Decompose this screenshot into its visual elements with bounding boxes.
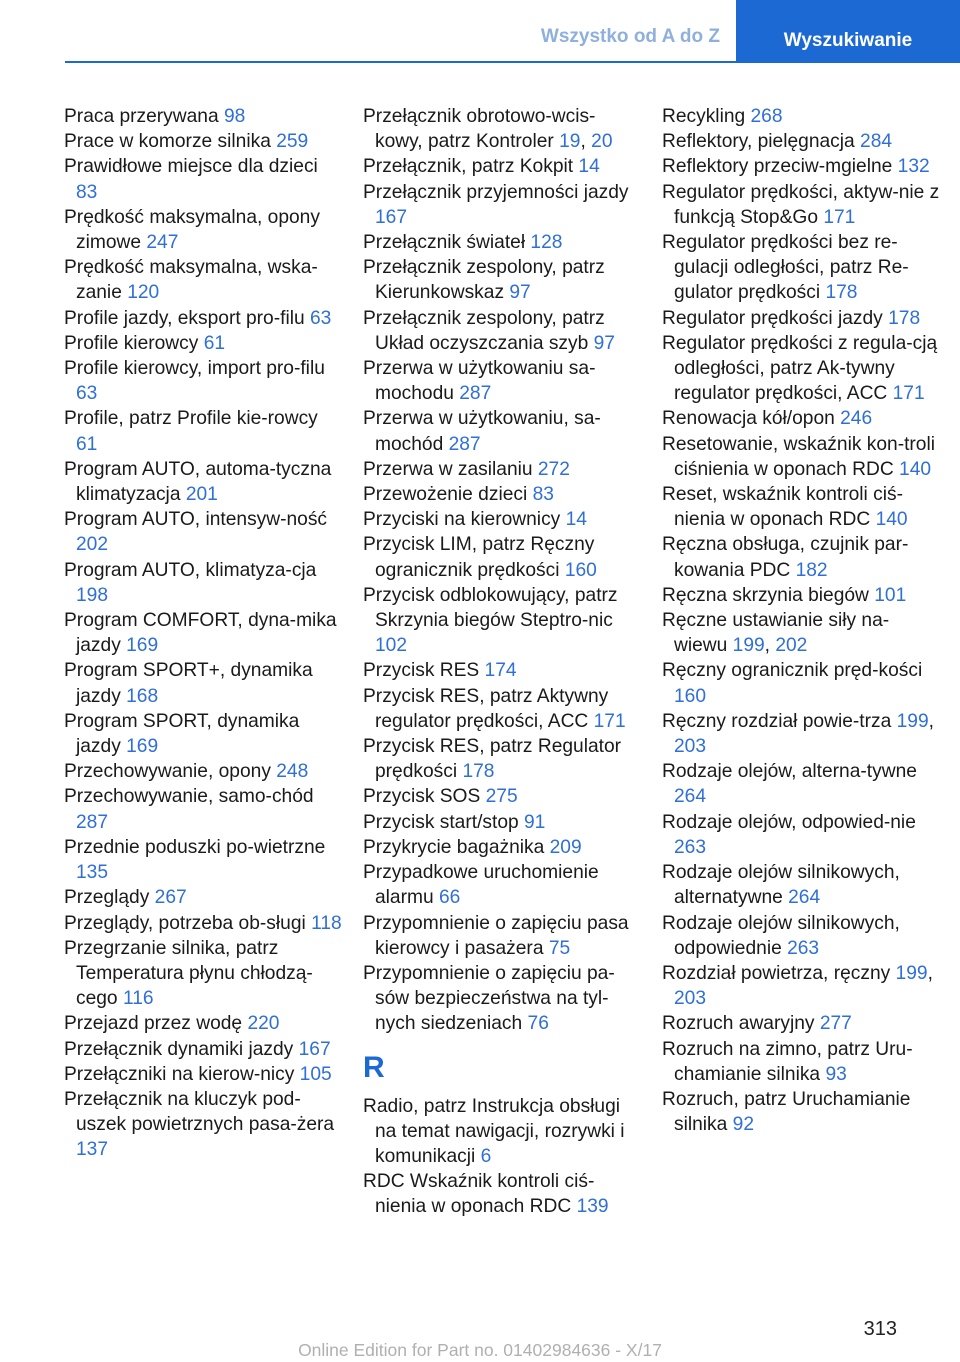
index-entry: [64, 129, 342, 154]
index-entry-term: Program AUTO, automa‐tyczna klimatyzacja: [64, 458, 332, 506]
index-entry-term: Profile, patrz Profile kie‐rowcy: [64, 408, 318, 430]
index-entry: [64, 885, 342, 910]
page-link[interactable]: 178: [462, 761, 495, 783]
page-link[interactable]: 135: [76, 862, 109, 884]
index-entry-term: Profile kierowcy, import pro‐filu: [64, 358, 325, 380]
index-entry: [363, 860, 641, 910]
page-link[interactable]: 14: [565, 509, 587, 531]
index-column-3: [662, 104, 940, 1137]
index-entry-term: Prędkość maksymalna, opony zimowe: [64, 206, 320, 254]
page-link[interactable]: 178: [888, 307, 921, 329]
page-link[interactable]: 83: [532, 484, 554, 506]
index-entry: [363, 154, 641, 179]
index-entry: [64, 104, 342, 129]
index-entry-term: Przewożenie dzieci: [363, 484, 533, 506]
index-entry-term: Przełącznik zespolony, patrz Układ oczyszczania szyb: [363, 307, 605, 354]
index-entry-term: Przełącznik przyjemności jazdy: [363, 181, 629, 203]
index-entry: [662, 432, 940, 482]
index-entry: [64, 709, 342, 759]
index-entry-term: Rozruch, patrz Uruchamianie silnika: [662, 1088, 911, 1136]
page-link[interactable]: 168: [126, 685, 159, 707]
page-link[interactable]: 91: [524, 811, 546, 833]
page-link[interactable]: 19: [559, 131, 581, 153]
index-entry-term: Program SPORT+, dynamika jazdy: [64, 660, 313, 707]
index-entry: [363, 835, 641, 860]
page-link[interactable]: 98: [223, 106, 246, 127]
index-entry-term: Przełącznik na kluczyk pod‐uszek powietrznych pasa‐żera: [64, 1088, 335, 1136]
index-entry-term: Ręczna skrzynia biegów: [662, 584, 875, 606]
index-entry: [662, 1087, 940, 1137]
index-entry: [363, 784, 641, 809]
index-entry: [64, 759, 342, 784]
page-link[interactable]: 203: [674, 988, 707, 1010]
page-link[interactable]: 201: [185, 484, 218, 506]
page-link[interactable]: 97: [593, 332, 615, 354]
index-column-2: [363, 104, 641, 1220]
index-entry: [662, 532, 940, 582]
page-link[interactable]: 259: [276, 131, 309, 153]
page-link[interactable]: 102: [375, 635, 408, 657]
index-entry-term: Przycisk odblokowujący, patrz Skrzynia biegów Steptro‐nic: [363, 584, 618, 632]
index-entry: [363, 1169, 641, 1219]
index-entry-term: Przycisk LIM, patrz Ręczny ogranicznik prędkości: [363, 534, 595, 581]
index-entry: [363, 532, 641, 582]
index-entry: [662, 180, 940, 230]
index-entry: [64, 784, 342, 834]
page-link[interactable]: 118: [311, 912, 342, 934]
index-entry: [662, 129, 940, 154]
page-link[interactable]: 92: [732, 1114, 754, 1136]
page-link[interactable]: 116: [122, 988, 154, 1010]
index-entry: [64, 911, 342, 936]
page-link[interactable]: 203: [674, 736, 707, 758]
index-entry-term: Profile kierowcy: [64, 332, 204, 354]
page-link[interactable]: 174: [484, 660, 517, 682]
index-entry: [363, 180, 641, 230]
page-link[interactable]: 61: [203, 332, 226, 354]
index-entry-term: Program AUTO, klimatyza‐cja: [64, 559, 317, 581]
index-entry: [363, 507, 641, 532]
index-entry-term: RDC Wskaźnik kontroli ciś‐nienia w oponach RDC: [363, 1171, 595, 1218]
index-entry: [64, 331, 342, 356]
index-entry-term: Reset, wskaźnik kontroli ciś‐nienia w oponach RDC: [662, 484, 903, 531]
index-entry: [64, 507, 342, 557]
index-entry: [64, 306, 342, 331]
page-link[interactable]: 182: [795, 559, 828, 581]
index-entry: [64, 835, 342, 885]
index-entry-term: Reflektory przeciw‐mgielne: [662, 156, 898, 178]
page-number: 313: [863, 1318, 897, 1340]
index-entry: [662, 1037, 940, 1087]
index-entry-term: Regulator prędkości z regula‐cją odległości, patrz Ak‐tywny regulator prędkości, ACC: [662, 332, 938, 405]
index-entry: [363, 961, 641, 1037]
page-separator: ,: [927, 962, 933, 984]
index-entry: [64, 1037, 342, 1062]
page-link[interactable]: 263: [787, 937, 820, 959]
index-entry: [662, 608, 940, 658]
page-link[interactable]: 268: [750, 106, 783, 127]
page-link[interactable]: 178: [825, 282, 858, 304]
page-separator: ,: [928, 710, 934, 732]
page-link[interactable]: 169: [126, 736, 159, 758]
index-entry: [64, 558, 342, 608]
index-entry: [64, 608, 342, 658]
page-link[interactable]: 202: [775, 635, 808, 657]
index-entry-term: Prędkość maksymalna, wska‐zanie: [64, 257, 318, 304]
page-link[interactable]: 93: [825, 1063, 847, 1085]
index-entry-term: Resetowanie, wskaźnik kon‐troli ciśnienia w oponach RDC: [662, 433, 936, 480]
index-entry: [662, 1011, 940, 1036]
page-link[interactable]: 97: [509, 282, 531, 304]
index-column-1: [64, 104, 342, 1163]
index-entry: [662, 306, 940, 331]
index-entry: [64, 205, 342, 255]
index-entry: [363, 255, 641, 305]
page-link[interactable]: 264: [788, 887, 821, 909]
index-entry-term: Regulator prędkości jazdy: [662, 307, 889, 329]
index-entry-term: Przerwa w użytkowaniu, sa‐mochód: [363, 408, 601, 455]
index-entry: [64, 1062, 342, 1087]
index-entry-term: Praca przerywana: [64, 106, 224, 127]
index-entry: [363, 810, 641, 835]
page-link[interactable]: 169: [126, 635, 159, 657]
index-entry-term: Regulator prędkości, aktyw‐nie z funkcją Stop&Go: [662, 181, 940, 228]
index-entry: [662, 583, 940, 608]
search-tab[interactable]: Wyszukiwanie: [736, 0, 960, 63]
index-entry: [662, 709, 940, 759]
index-entry-term: Przycisk start/stop: [363, 811, 524, 833]
index-entry: [64, 936, 342, 1012]
index-entry-term: Rozruch na zimno, patrz Uru‐chamianie silnika: [662, 1038, 913, 1085]
index-entry-term: Recykling: [662, 106, 751, 127]
index-entry: [64, 255, 342, 305]
index-entry: [64, 154, 342, 204]
page-link[interactable]: 263: [674, 836, 707, 858]
index-entry: [363, 911, 641, 961]
index-entry-term: Przejazd przez wodę: [64, 1013, 248, 1035]
index-entry-term: Rodzaje olejów, odpowied‐nie: [662, 811, 916, 833]
index-entry-term: Ręczny ogranicznik pręd‐kości: [662, 660, 923, 682]
page-link[interactable]: 220: [247, 1013, 280, 1035]
page-separator: ,: [580, 131, 592, 153]
index-entry-term: Przechowywanie, samo‐chód: [64, 786, 314, 808]
index-entry: [662, 961, 940, 1011]
page-link[interactable]: 63: [309, 307, 332, 329]
index-entry-term: Przełącznik, patrz Kokpit: [363, 156, 579, 178]
page-link[interactable]: 199: [896, 710, 929, 732]
page-link[interactable]: 248: [276, 761, 309, 783]
page-link[interactable]: 63: [76, 383, 98, 405]
page-separator: ,: [764, 635, 776, 657]
index-entry-term: Przełączniki na kierow‐nicy: [64, 1063, 300, 1085]
index-letter-heading: R: [363, 1050, 385, 1084]
index-entry: [662, 482, 940, 532]
index-entry: [363, 583, 641, 659]
index-entry-term: Rodzaje olejów silnikowych, odpowiednie: [662, 912, 900, 959]
index-entry-term: Przełącznik zespolony, patrz Kierunkowskaz: [363, 257, 605, 304]
index-entry: [662, 230, 940, 306]
page-link[interactable]: 140: [899, 458, 932, 480]
index-entry-term: Przycisk SOS: [363, 786, 486, 808]
page-link[interactable]: 246: [840, 408, 873, 430]
page-link[interactable]: 160: [564, 559, 597, 581]
index-entry-term: Przypomnienie o zapięciu pasa kierowcy i pasażera: [363, 912, 629, 959]
index-entry-term: Ręczna obsługa, czujnik par‐kowania PDC: [662, 534, 909, 581]
page-link[interactable]: 275: [485, 786, 518, 808]
index-entry: [363, 406, 641, 456]
section-title: Wszystko od A do Z: [540, 26, 720, 47]
page-link[interactable]: 277: [819, 1013, 852, 1035]
page-link[interactable]: 199: [895, 962, 928, 984]
index-entry: [363, 684, 641, 734]
index-entry: [363, 230, 641, 255]
page-link[interactable]: 140: [875, 509, 908, 531]
index-entry-term: Przycisk RES: [363, 660, 485, 682]
index-entry-term: Prace w komorze silnika: [64, 131, 277, 153]
index-entry: [363, 1094, 641, 1170]
index-entry-term: Przełącznik świateł: [363, 232, 531, 254]
page-link[interactable]: 83: [76, 181, 98, 203]
page-header: [0, 0, 960, 62]
edition-footer: Online Edition for Part no. 01402984636 - X/17: [298, 1340, 662, 1360]
index-entry-term: Rozdział powietrza, ręczny: [662, 962, 896, 984]
index-entry-term: Profile jazdy, eksport pro‐filu: [64, 307, 310, 329]
index-entry-term: Rodzaje olejów, alterna‐tywne: [662, 761, 917, 783]
index-entry-term: Przełącznik obrotowo-wcis‐kowy, patrz Kontroler: [363, 106, 596, 153]
header-rule: [65, 61, 960, 63]
index-entry: [363, 734, 641, 784]
index-entry-term: Przypomnienie o zapięciu pa‐sów bezpieczeństwa na tyl‐nych siedzeniach: [363, 962, 615, 1035]
page-link[interactable]: 284: [860, 131, 893, 153]
index-entry: [662, 154, 940, 179]
index-entry: [662, 759, 940, 809]
index-entry-term: Przechowywanie, opony: [64, 761, 277, 783]
index-entry-term: Przerwa w użytkowaniu sa‐mochodu: [363, 358, 596, 405]
index-entry: [662, 406, 940, 431]
index-entry: [363, 658, 641, 683]
page-link[interactable]: 199: [732, 635, 765, 657]
index-entry-term: Przycisk RES, patrz Aktywny regulator prędkości, ACC: [363, 685, 609, 732]
page-link[interactable]: 287: [448, 433, 481, 455]
index-entry: [363, 482, 641, 507]
index-entry: [363, 306, 641, 356]
index-entry-term: Radio, patrz Instrukcja obsługi na temat nawigacji, rozrywki i komunikacji: [363, 1095, 625, 1167]
page-link[interactable]: 167: [375, 206, 408, 228]
index-entry-term: Rodzaje olejów silnikowych, alternatywne: [662, 862, 900, 909]
page-link[interactable]: 101: [874, 584, 907, 606]
page-link[interactable]: 128: [530, 232, 563, 254]
index-entry-term: Przełącznik dynamiki jazdy: [64, 1038, 299, 1060]
index-entry: [363, 356, 641, 406]
page-link[interactable]: 272: [537, 458, 570, 480]
index-entry: [363, 457, 641, 482]
page-link[interactable]: 167: [298, 1038, 331, 1060]
index-entry: [662, 911, 940, 961]
page-link[interactable]: 198: [76, 584, 109, 606]
page-link[interactable]: 247: [146, 232, 179, 254]
page-link[interactable]: 209: [549, 836, 582, 858]
page-link[interactable]: 76: [527, 1013, 549, 1035]
page-link[interactable]: 120: [127, 282, 160, 304]
index-entry-term: Rozruch awaryjny: [662, 1013, 820, 1035]
page-link[interactable]: 202: [76, 534, 109, 556]
page-link[interactable]: 160: [674, 685, 707, 707]
page-link[interactable]: 132: [897, 156, 930, 178]
page-link[interactable]: 171: [823, 206, 856, 228]
page-link[interactable]: 6: [480, 1145, 492, 1167]
page-link[interactable]: 287: [459, 383, 492, 405]
page-link[interactable]: 14: [578, 156, 600, 178]
page-link[interactable]: 264: [674, 786, 707, 808]
index-entry: [64, 1011, 342, 1036]
page-link[interactable]: 267: [154, 887, 187, 909]
index-entry-term: Renowacja kół/opon: [662, 408, 841, 430]
index-entry: [363, 104, 641, 154]
index-entry-term: Ręczne ustawianie siły na‐wiewu: [662, 610, 890, 657]
page-link[interactable]: 137: [76, 1139, 109, 1161]
index-entry-term: Przyciski na kierownicy: [363, 509, 566, 531]
index-entry-term: Ręczny rozdział powie‐trza: [662, 710, 897, 732]
index-entry: [64, 658, 342, 708]
index-entry-term: Przypadkowe uruchomienie alarmu: [363, 862, 599, 909]
index-entry-term: Program COMFORT, dyna‐mika jazdy: [64, 610, 337, 657]
index-entry-term: Przednie poduszki po‐wietrzne: [64, 836, 326, 858]
index-entry: [64, 356, 342, 406]
index-entry: [662, 810, 940, 860]
page-link[interactable]: 139: [576, 1196, 609, 1218]
index-entry: [64, 457, 342, 507]
index-entry-term: Program AUTO, intensyw‐ność: [64, 509, 328, 531]
index-entry-term: Przeglądy: [64, 887, 155, 909]
index-entry: [662, 860, 940, 910]
index-entry-term: Przerwa w zasilaniu: [363, 458, 538, 480]
index-entry-term: Program SPORT, dynamika jazdy: [64, 710, 300, 758]
index-entry: [64, 406, 342, 456]
index-entry-term: Reflektory, pielęgnacja: [662, 131, 861, 153]
index-entry: [64, 1087, 342, 1163]
page-link[interactable]: 66: [438, 887, 461, 909]
page-link[interactable]: 105: [299, 1063, 332, 1085]
index-entry-term: Regulator prędkości bez re‐gulacji odległości, patrz Re‐gulator prędkości: [662, 232, 909, 304]
index-entry-term: Przykrycie bagażnika: [363, 836, 550, 858]
index-entry-term: Przeglądy, potrzeba ob‐sługi: [64, 912, 312, 934]
page-link[interactable]: 171: [593, 710, 626, 732]
index-entry: [662, 658, 940, 708]
page-link[interactable]: 75: [548, 937, 571, 959]
index-entry-term: Przegrzanie silnika, patrz Temperatura płynu chłodzą‐cego: [64, 937, 313, 1010]
page-link[interactable]: 171: [892, 383, 925, 405]
index-entry-term: Prawidłowe miejsce dla dzieci: [64, 156, 318, 178]
index-entry: [662, 331, 940, 407]
page-link[interactable]: 61: [76, 433, 98, 455]
page-link[interactable]: 287: [76, 811, 109, 833]
page-link[interactable]: 20: [591, 131, 613, 153]
index-entry: [662, 104, 940, 129]
index-entry-term: Przycisk RES, patrz Regulator prędkości: [363, 736, 622, 783]
